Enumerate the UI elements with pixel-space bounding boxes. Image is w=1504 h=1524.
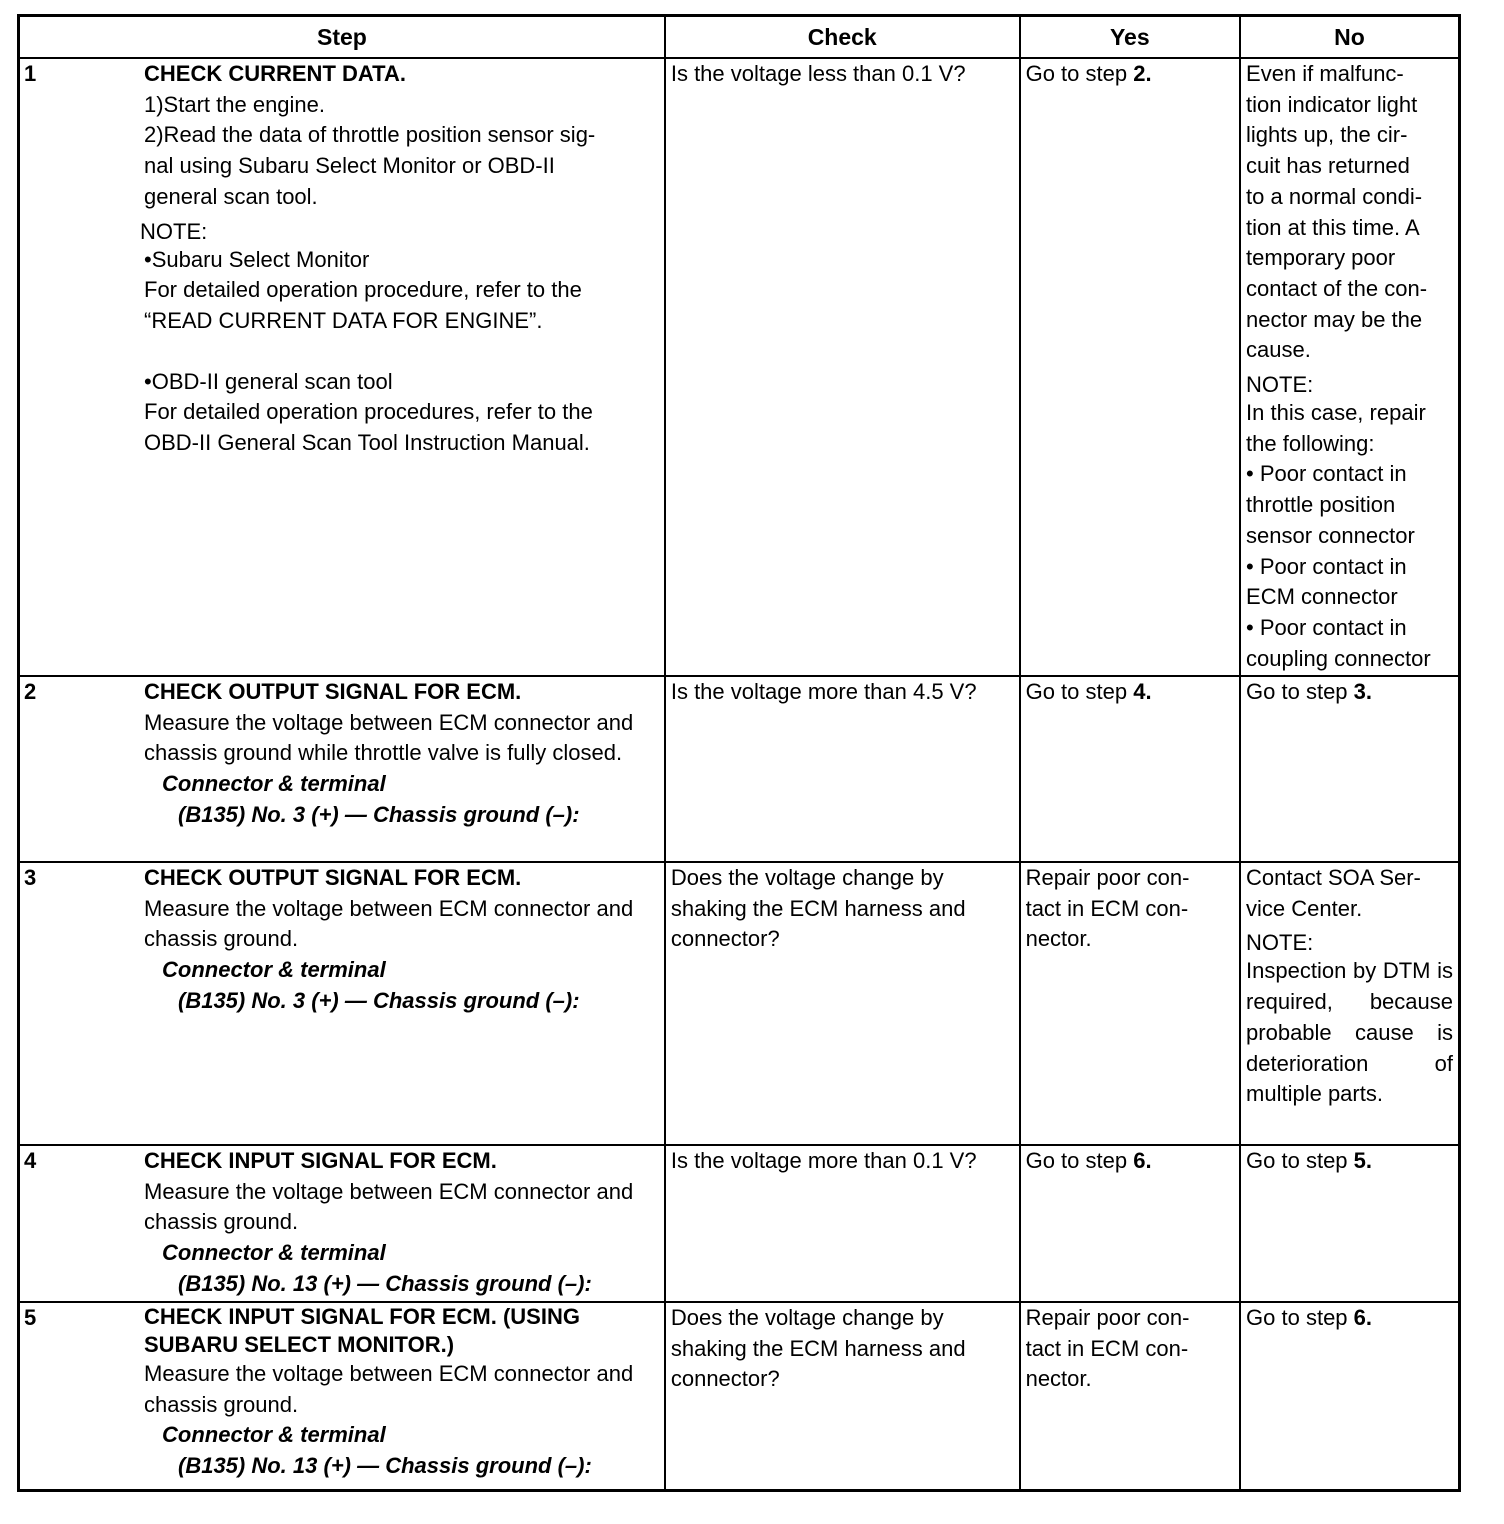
no-line: cause. (1246, 337, 1311, 363)
yes-step-ref: 4. (1133, 679, 1152, 704)
connector-heading: Connector & terminal (162, 1422, 386, 1448)
yes-cell (1020, 1145, 1240, 1302)
no-note-label: NOTE: (1246, 930, 1314, 956)
no-line: Even if malfunc- (1246, 61, 1404, 86)
no-step-ref: 3. (1353, 679, 1373, 704)
note-line: For detailed operation procedures, refer to the (144, 399, 593, 425)
no-line: tion indicator light (1246, 91, 1418, 117)
step-cell (19, 1145, 665, 1302)
step-line: general scan tool. (144, 183, 318, 209)
no-note-line: • Poor contact in (1246, 614, 1407, 640)
step-title: CHECK INPUT SIGNAL FOR ECM. (144, 1148, 497, 1173)
yes-cell (1020, 58, 1240, 676)
yes-line: Repair poor con- (1025, 865, 1190, 890)
note-line: OBD-II General Scan Tool Instruction Manual. (144, 430, 590, 456)
header-row (19, 16, 1460, 59)
yes-line: nector. (1025, 926, 1092, 952)
step-number: 4 (24, 1148, 37, 1173)
no-note-line: sensor connector (1246, 522, 1415, 548)
connector-heading: Connector & terminal (162, 771, 386, 797)
connector-spec: (B135) No. 13 (+) — Chassis ground (–): (178, 1453, 592, 1479)
no-line: temporary poor (1246, 245, 1396, 271)
no-note-line: ECM connector (1246, 584, 1398, 610)
connector-spec: (B135) No. 3 (+) — Chassis ground (–): (178, 801, 580, 827)
step-title: CHECK INPUT SIGNAL FOR ECM. (USING SUBARU SELECT MONITOR.) (144, 1304, 580, 1357)
no-line: Contact SOA Ser- (1246, 865, 1421, 890)
connector-spec: (B135) No. 3 (+) — Chassis ground (–): (178, 987, 580, 1013)
step-cell (19, 58, 665, 676)
yes-cell (1020, 1302, 1240, 1490)
header-no: No (1240, 16, 1459, 59)
yes-line: tact in ECM con- (1025, 895, 1189, 921)
header-yes: Yes (1020, 16, 1240, 59)
no-prefix: Go to step (1246, 679, 1354, 704)
step-text: Measure the voltage between ECM connector and chassis ground. (144, 1361, 634, 1417)
no-note-line: the following: (1246, 430, 1375, 456)
note-line: •OBD-II general scan tool (144, 368, 393, 394)
no-note-line: • Poor contact in (1246, 553, 1407, 579)
no-prefix: Go to step (1246, 1148, 1354, 1173)
step-title: CHECK OUTPUT SIGNAL FOR ECM. (144, 679, 522, 704)
no-line: tion at this time. A (1246, 214, 1420, 240)
no-note-line: • Poor contact in (1246, 461, 1407, 487)
note-line: “READ CURRENT DATA FOR ENGINE”. (144, 307, 543, 333)
note-label: NOTE: (140, 218, 208, 244)
header-step: Step (19, 16, 665, 59)
step-line: 1)Start the engine. (144, 91, 326, 117)
yes-line: Repair poor con- (1025, 1305, 1190, 1330)
step-number: 5 (24, 1305, 37, 1330)
no-line: contact of the con- (1246, 275, 1428, 301)
yes-line: nector. (1025, 1366, 1092, 1392)
table-row (19, 862, 1460, 1145)
connector-heading: Connector & terminal (162, 1240, 386, 1266)
step-cell (19, 1302, 665, 1490)
connector-spec: (B135) No. 13 (+) — Chassis ground (–): (178, 1270, 592, 1296)
note-line: •Subaru Select Monitor (144, 246, 370, 272)
header-check: Check (665, 16, 1020, 59)
step-line: nal using Subaru Select Monitor or OBD-II (144, 153, 555, 179)
yes-prefix: Go to step (1025, 1148, 1134, 1173)
no-note-line: coupling connector (1246, 645, 1431, 671)
check-cell: Is the voltage more than 4.5 V? (665, 676, 1020, 862)
no-note-line: throttle position (1246, 492, 1396, 518)
step-text: Measure the voltage between ECM connector and chassis ground while throttle valve is fully closed. (144, 709, 634, 766)
no-note-text: Inspection by DTM is required, because probable cause is deterioration of multiple parts. (1246, 958, 1453, 1107)
no-note-line: In this case, repair (1246, 400, 1426, 426)
step-cell (19, 862, 665, 1145)
no-step-ref: 5. (1353, 1148, 1373, 1173)
yes-prefix: Go to step (1025, 679, 1134, 704)
note-line: For detailed operation procedure, refer to the (144, 277, 582, 303)
step-line: 2)Read the data of throttle position sensor sig- (144, 122, 596, 148)
yes-prefix: Go to step (1025, 61, 1134, 86)
no-line: nector may be the (1246, 306, 1423, 332)
no-note-label: NOTE: (1246, 372, 1314, 398)
no-line: cuit has returned (1246, 153, 1410, 179)
step-text: Measure the voltage between ECM connector and chassis ground. (144, 895, 634, 952)
yes-step-ref: 2. (1133, 61, 1152, 86)
no-cell (1240, 1302, 1459, 1490)
check-cell: Is the voltage less than 0.1 V? (665, 58, 1020, 676)
no-cell (1240, 58, 1459, 676)
table-row (19, 58, 1460, 676)
no-line: lights up, the cir- (1246, 122, 1408, 148)
step-text: Measure the voltage between ECM connector and chassis ground. (144, 1178, 634, 1235)
table-row (19, 1145, 1460, 1302)
yes-cell (1020, 862, 1240, 1145)
step-title: CHECK CURRENT DATA. (144, 61, 406, 86)
yes-cell (1020, 676, 1240, 862)
step-title: CHECK OUTPUT SIGNAL FOR ECM. (144, 865, 522, 890)
no-cell (1240, 862, 1459, 1145)
step-number: 1 (24, 61, 37, 86)
yes-step-ref: 6. (1133, 1148, 1152, 1173)
no-line: to a normal condi- (1246, 183, 1423, 209)
no-cell (1240, 1145, 1459, 1302)
diagnostic-table (17, 14, 1461, 1492)
step-cell (19, 676, 665, 862)
table-row (19, 676, 1460, 862)
step-number: 3 (24, 865, 37, 890)
check-cell: Does the voltage change by shaking the ECM harness and connector? (665, 1302, 1020, 1490)
table-row (19, 1302, 1460, 1490)
connector-heading: Connector & terminal (162, 957, 386, 983)
no-line: vice Center. (1246, 895, 1363, 921)
no-step-ref: 6. (1353, 1305, 1373, 1330)
step-number: 2 (24, 679, 37, 704)
yes-line: tact in ECM con- (1025, 1335, 1189, 1361)
check-cell: Does the voltage change by shaking the ECM harness and connector? (665, 862, 1020, 1145)
no-cell (1240, 676, 1459, 862)
check-cell: Is the voltage more than 0.1 V? (665, 1145, 1020, 1302)
no-prefix: Go to step (1246, 1305, 1354, 1330)
